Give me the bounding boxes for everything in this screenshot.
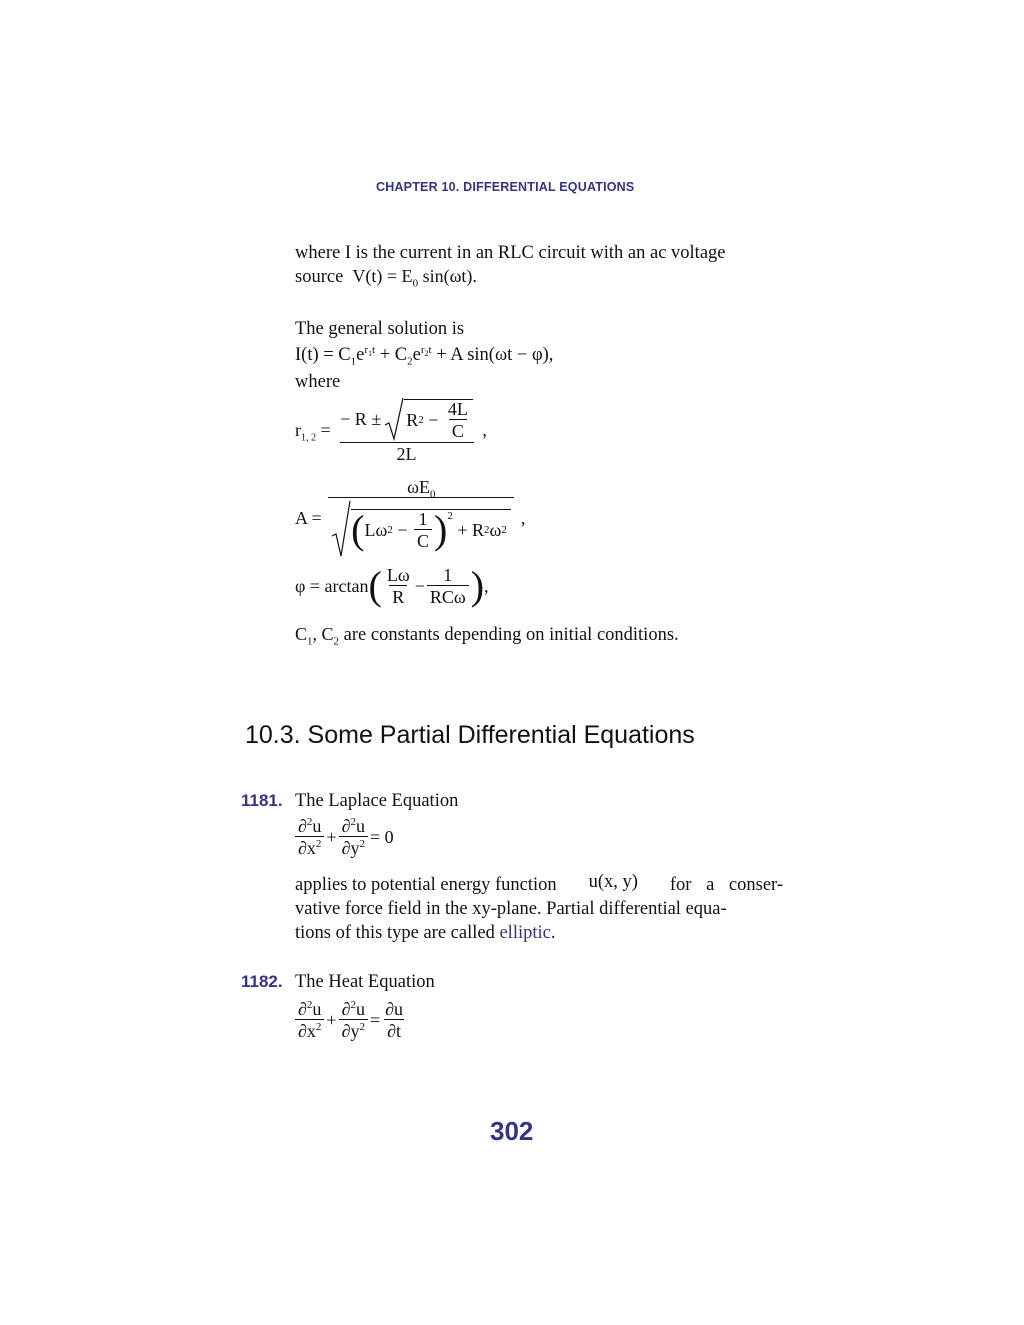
where-label: where bbox=[295, 372, 341, 392]
general-solution-formula: $I(t) = C_1e^{r_1t} + C_2e^{r_2t} + A$ sin(ωt − φ), bbox=[295, 343, 554, 368]
heat-equation: $\frac{\partial^2u}{\partial x^2}$ + $\frac{\partial^2u}{\partial y^2}$ = $\frac{\partial u}{\partial t}$ bbox=[293, 1000, 408, 1040]
item-number-1181: 1181. bbox=[241, 791, 283, 810]
item-title-1182: The Heat Equation bbox=[295, 972, 435, 992]
laplace-description bbox=[295, 873, 783, 945]
elliptic-link[interactable]: elliptic bbox=[499, 923, 551, 943]
laplace-equation: $\frac{\partial^2u}{\partial x^2}$ + $\frac{\partial^2u}{\partial y^2}$ = 0 bbox=[293, 817, 394, 857]
desc-part-a: applies to potential energy function bbox=[295, 875, 557, 895]
r-formula: $r_{1, 2}$ = − R ± R 2 − $\frac{4L}{C}$ 2L , bbox=[295, 398, 487, 464]
laplace-desc-line-3 bbox=[295, 921, 783, 945]
desc-period: . bbox=[550, 923, 556, 943]
solution-heading: The general solution is bbox=[295, 319, 465, 339]
amplitude-formula: A = $\omega E_0$ ( Lω 2 − $\frac{1}{C}$ ) 2 + R 2 ω 2 , bbox=[295, 478, 525, 558]
intro-source-word: source bbox=[295, 267, 344, 287]
desc-part-b: for a conser- bbox=[669, 875, 783, 895]
intro-line-1: where I is the current in an RLC circuit with an ac voltage bbox=[295, 243, 726, 263]
section-title: 10.3. Some Partial Differential Equations bbox=[245, 721, 695, 749]
item-title-1181: The Laplace Equation bbox=[295, 791, 459, 811]
chapter-header: CHAPTER 10. DIFFERENTIAL EQUATIONS bbox=[376, 180, 635, 194]
constants-symbols: $C_1$, $C_2$ bbox=[295, 624, 340, 648]
item-number-1182: 1182. bbox=[241, 972, 283, 991]
laplace-desc-line-1 bbox=[295, 873, 783, 897]
phase-formula: φ = arctan ( $\frac{L\omega}{R}$ − $\frac{1}{\text{RCω}}$ ) , bbox=[295, 563, 489, 608]
page-number: 302 bbox=[490, 1116, 534, 1146]
laplace-desc-line-2: vative force field in the xy-plane. Partial differential equa- bbox=[295, 899, 727, 919]
intro-line-2 bbox=[295, 265, 785, 289]
intro-paragraph bbox=[295, 241, 785, 289]
constants-note: are constants depending on initial conditions. bbox=[343, 625, 679, 645]
constants-line bbox=[295, 623, 679, 647]
function-u: u(x, y) bbox=[588, 872, 638, 892]
desc-part-d: tions of this type are called bbox=[295, 923, 495, 943]
voltage-formula: $V(t) = E_0$ sin(ωt). bbox=[347, 266, 477, 290]
